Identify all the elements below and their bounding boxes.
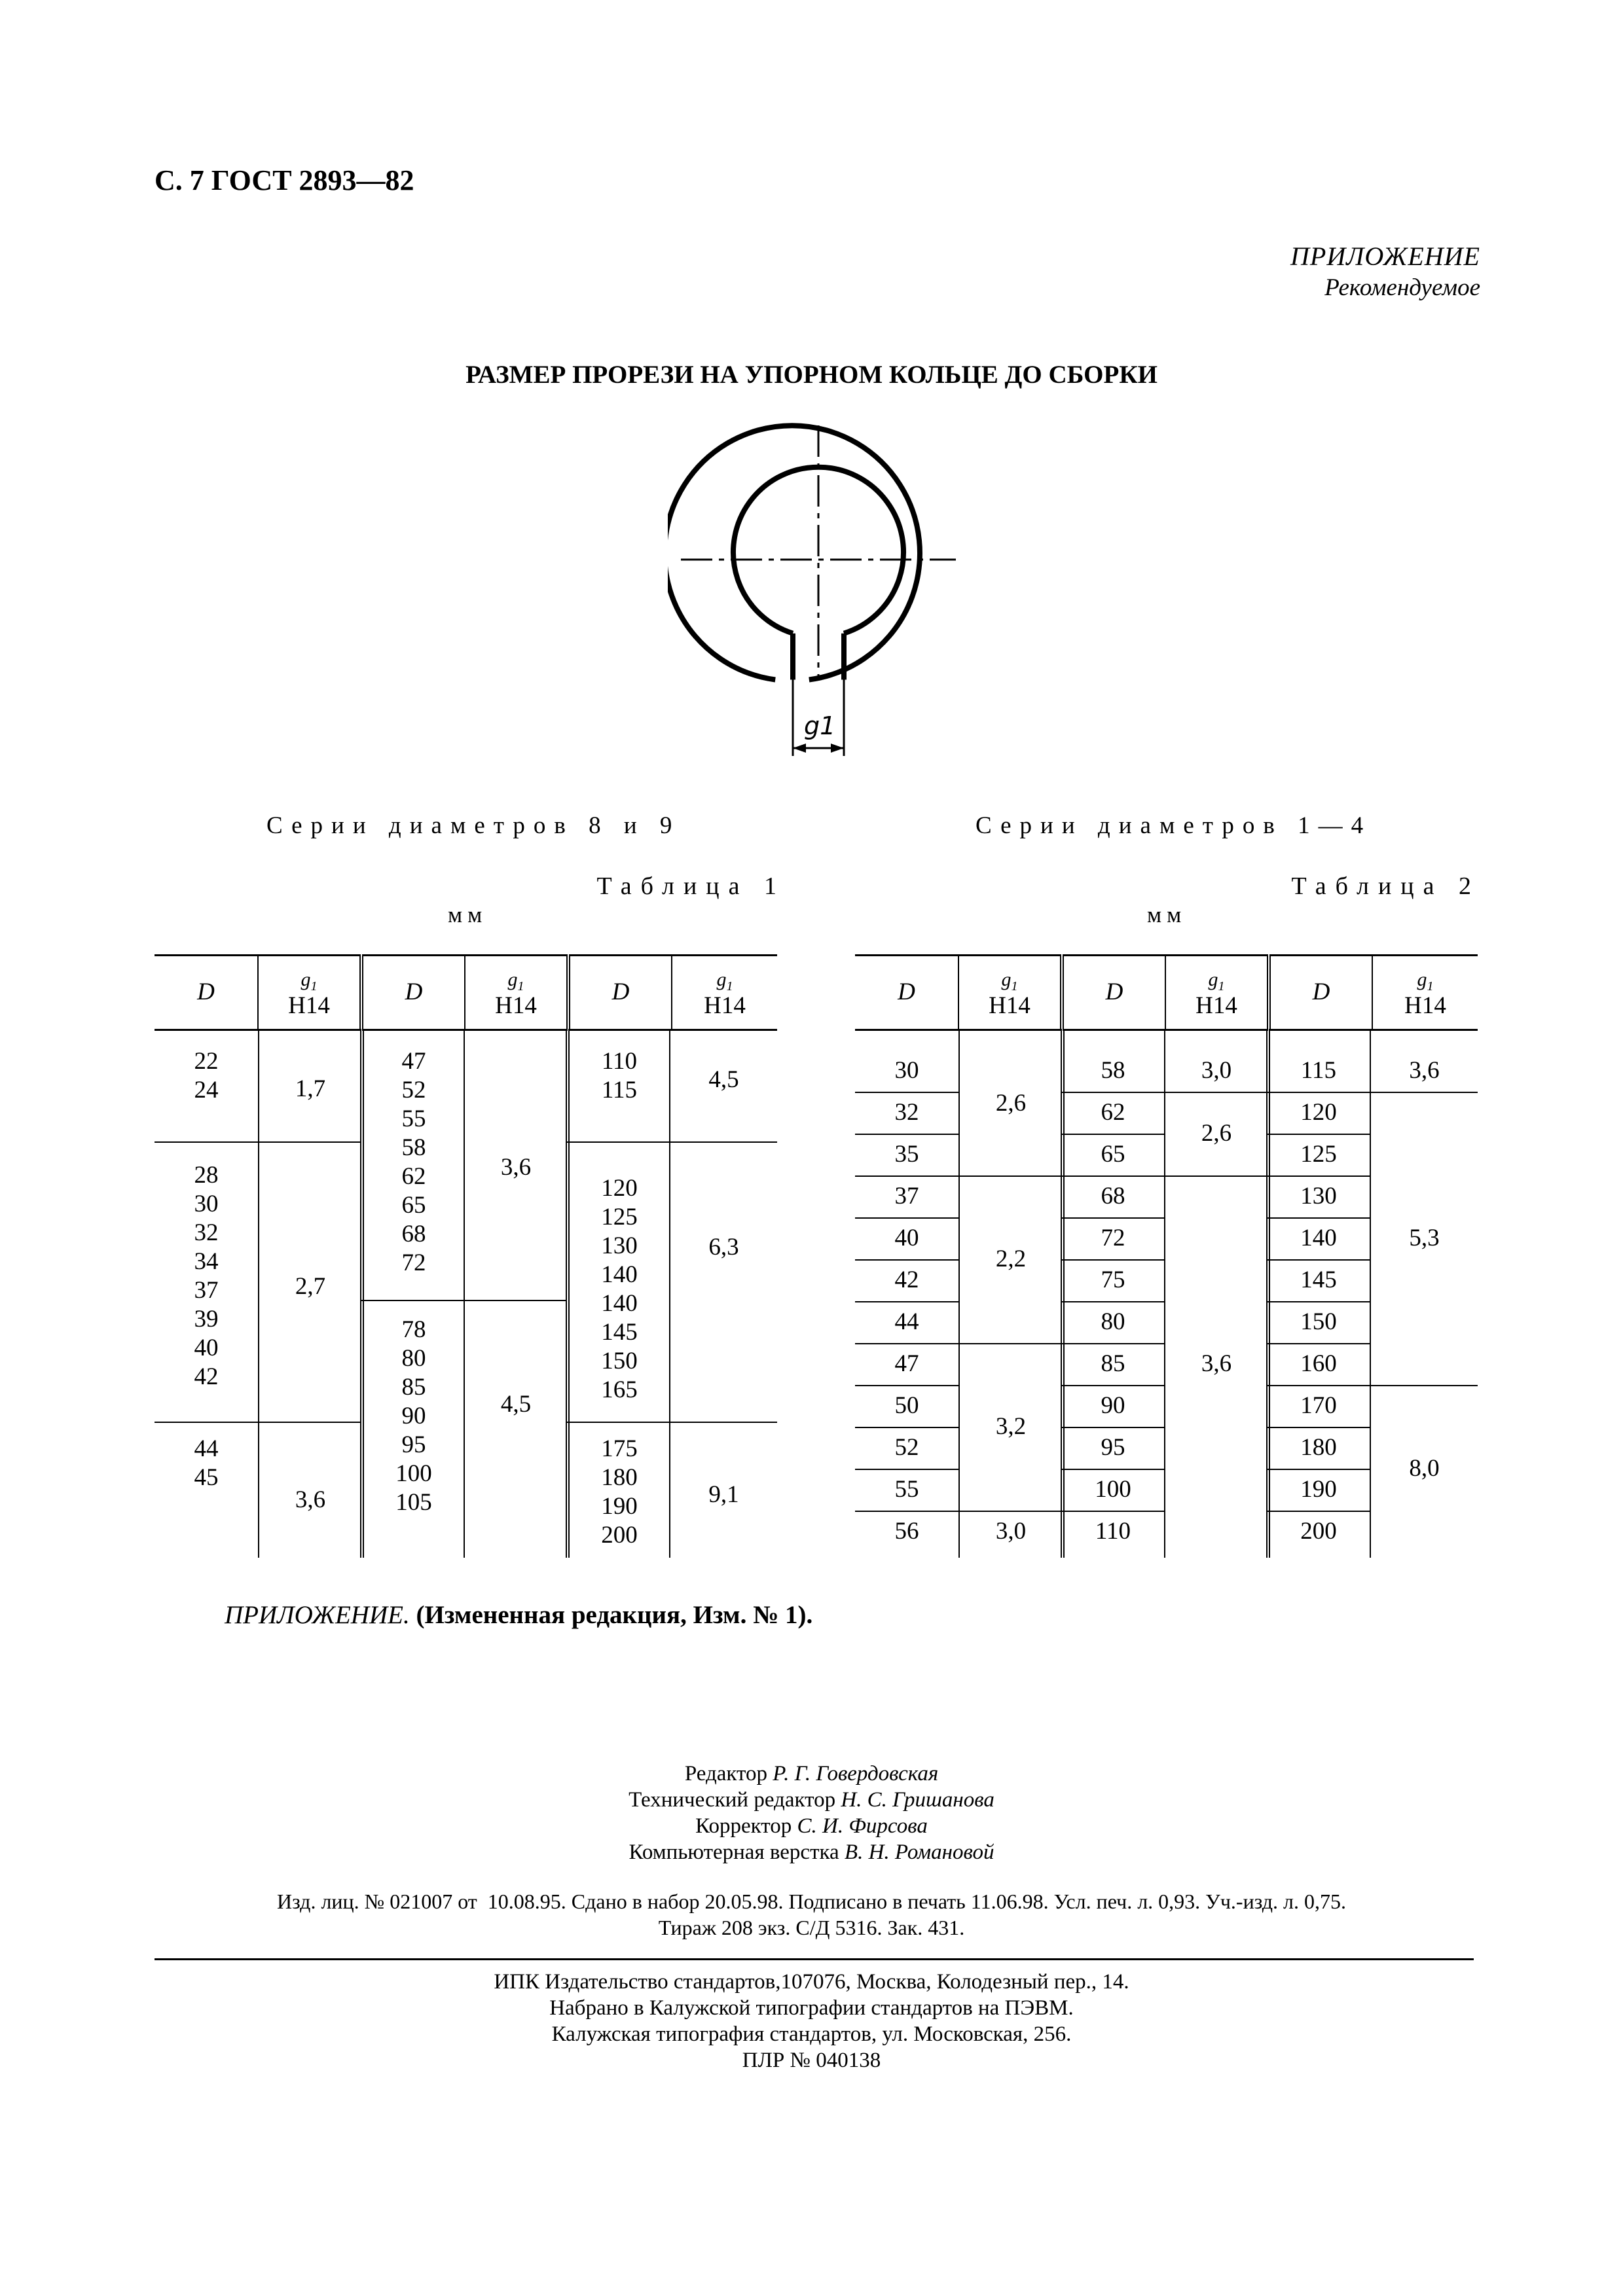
table1-caption: Таблица 1 [596,872,786,900]
imprint-line: Тираж 208 экз. С/Д 5316. Зак. 431. [658,1916,965,1939]
imprint [0,1888,1623,1941]
table2-d-cell: 190 [1300,1476,1337,1503]
table2-d-cell: 58 [1101,1057,1125,1084]
table2-d-cell: 75 [1101,1266,1125,1293]
credit-line: Компьютерная верстка В. Н. Романовой [629,1840,994,1864]
table1-d-cell: 175 180 190 200 [601,1435,638,1549]
table1-g-cell: 3,6 [295,1486,326,1513]
table1-body [155,1029,777,1558]
table1-g-cell: 1,7 [295,1075,326,1102]
table1-d-cell: 120 125 130 140 140 145 150 165 [601,1175,638,1403]
table2-d-cell: 80 [1101,1308,1125,1335]
table2-d-cell: 62 [1101,1099,1125,1126]
table2-d-cell: 150 [1300,1308,1337,1335]
publisher-line: Калужская типография стандартов, ул. Московская, 256. [551,2022,1072,2046]
table2-d-cell: 100 [1095,1476,1131,1503]
table2-d-cell: 32 [894,1099,919,1126]
table2-d-cell: 120 [1300,1099,1337,1126]
credit-line: Корректор С. И. Фирсова [695,1814,928,1838]
col-header-g1: $g_1$ H14 [465,956,568,1030]
table-header-row [155,956,777,1030]
table1-d-cell: 78 80 85 90 95 100 105 [395,1316,432,1516]
table2-caption: Таблица 2 [1291,872,1480,900]
table2-d-cell: 95 [1101,1434,1125,1461]
table2-d-cell: 125 [1300,1141,1337,1168]
table2-d-cell: 110 [1095,1518,1131,1545]
table1-g-cell: 4,5 [708,1066,739,1093]
table2-d-cell: 55 [894,1476,919,1503]
table1-d-cell: 22 24 [194,1048,219,1103]
table2-d-cell: 115 [1300,1057,1337,1084]
table2-series: Серии диаметров 1—4 [976,812,1372,839]
table2-d-cell: 44 [894,1308,919,1335]
table2-d-cell: 35 [894,1141,919,1168]
col-header-d: D [1269,956,1372,1030]
table2-d-cell: 145 [1300,1266,1337,1293]
col-header-g1: $g_1$ H14 [258,956,361,1030]
publisher-line: ИПК Издательство стандартов,107076, Москва, Колодезный пер., 14. [494,1970,1129,1994]
table2-d-cell: 170 [1300,1392,1337,1419]
table2-d-cell: 30 [894,1057,919,1084]
table1-g-cell: 6,3 [708,1234,739,1261]
dimension-label: g1 [804,711,836,740]
table2-unit: мм [1147,902,1187,927]
table2-g-cell: 3,6 [1201,1350,1232,1377]
imprint-line: Изд. лиц. № 021007 от 10.08.95. Сдано в набор 20.05.98. Подписано в печать 11.06.98. Усл. печ. л. 0,93. Уч.-изд. л. 0,75. [277,1890,1346,1913]
table1-g-cell: 9,1 [708,1481,739,1508]
table2-d-cell: 50 [894,1392,919,1419]
table1-d-cell: 44 45 [194,1435,219,1491]
table2-d-cell: 130 [1300,1183,1337,1210]
table2-d-cell: 72 [1101,1225,1125,1251]
table1-unit: мм [448,902,488,927]
table2-g-cell: 2,6 [995,1090,1027,1117]
appendix-type: Рекомендуемое [1324,274,1480,301]
credit-line: Технический редактор Н. С. Гришанова [629,1788,994,1812]
page-header: С. 7 ГОСТ 2893—82 [155,164,414,196]
table2-g-cell: 5,3 [1409,1225,1440,1251]
col-header-d: D [568,956,672,1030]
divider [155,1958,1474,1960]
credit-line: Редактор Р. Г. Говердовская [684,1762,939,1785]
page-title: РАЗМЕР ПРОРЕЗИ НА УПОРНОМ КОЛЬЦЕ ДО СБОРКИ [465,361,1158,389]
ring-slot-diagram [668,419,969,772]
publisher-line: ПЛР № 040138 [742,2049,881,2072]
table2-d-cell: 200 [1300,1518,1337,1545]
table2-g-cell: 3,0 [1201,1057,1232,1084]
table2-d-cell: 56 [894,1518,919,1545]
credits [0,1761,1623,1865]
table1-g-cell: 2,7 [295,1273,326,1300]
table1-d-cell: 28 30 32 34 37 39 40 42 [194,1162,219,1390]
publisher-info [0,1969,1623,2073]
table2-d-cell: 180 [1300,1434,1337,1461]
table2-d-cell: 37 [894,1183,919,1210]
table1-series: Серии диаметров 8 и 9 [266,812,681,839]
table2-d-cell: 40 [894,1225,919,1251]
table1 [155,954,777,1031]
table2-d-cell: 52 [894,1434,919,1461]
table2-g-cell: 2,6 [1201,1120,1232,1147]
col-header-g1: $g_1$ H14 [958,956,1062,1030]
table1-g-cell: 3,6 [500,1154,532,1181]
table2-d-cell: 160 [1300,1350,1337,1377]
table2-g-cell: 3,6 [1409,1057,1440,1084]
table1-d-cell: 110 115 [601,1048,638,1103]
table2-g-cell: 3,2 [995,1413,1027,1440]
col-header-d: D [855,956,958,1030]
table2-d-cell: 65 [1101,1141,1125,1168]
appendix-label: ПРИЛОЖЕНИЕ [1290,242,1480,271]
table2-header [855,954,1478,1031]
table2-d-cell: 90 [1101,1392,1125,1419]
col-header-d: D [361,956,465,1030]
table1-d-cell: 47 52 55 58 62 65 68 72 [401,1048,426,1276]
col-header-d: D [155,956,258,1030]
table2-d-cell: 68 [1101,1183,1125,1210]
table2-g-cell: 3,0 [995,1518,1027,1545]
table2-g-cell: 2,2 [995,1246,1027,1272]
table1-g-cell: 4,5 [500,1391,532,1418]
table2-d-cell: 85 [1101,1350,1125,1377]
table2-d-cell: 47 [894,1350,919,1377]
table-header-row [855,956,1478,1030]
col-header-g1: $g_1$ H14 [1165,956,1269,1030]
table2-d-cell: 140 [1300,1225,1337,1251]
table2-g-cell: 8,0 [1409,1455,1440,1482]
col-header-g1: $g_1$ H14 [672,956,777,1030]
table2-d-cell: 42 [894,1266,919,1293]
col-header-d: D [1062,956,1165,1030]
publisher-line: Набрано в Калужской типографии стандартов на ПЭВМ. [549,1996,1074,2020]
revision-note: ПРИЛОЖЕНИЕ. (Измененная редакция, Изм. № 1). [225,1601,813,1629]
col-header-g1: $g_1$ H14 [1372,956,1478,1030]
table2-body [855,1029,1478,1558]
